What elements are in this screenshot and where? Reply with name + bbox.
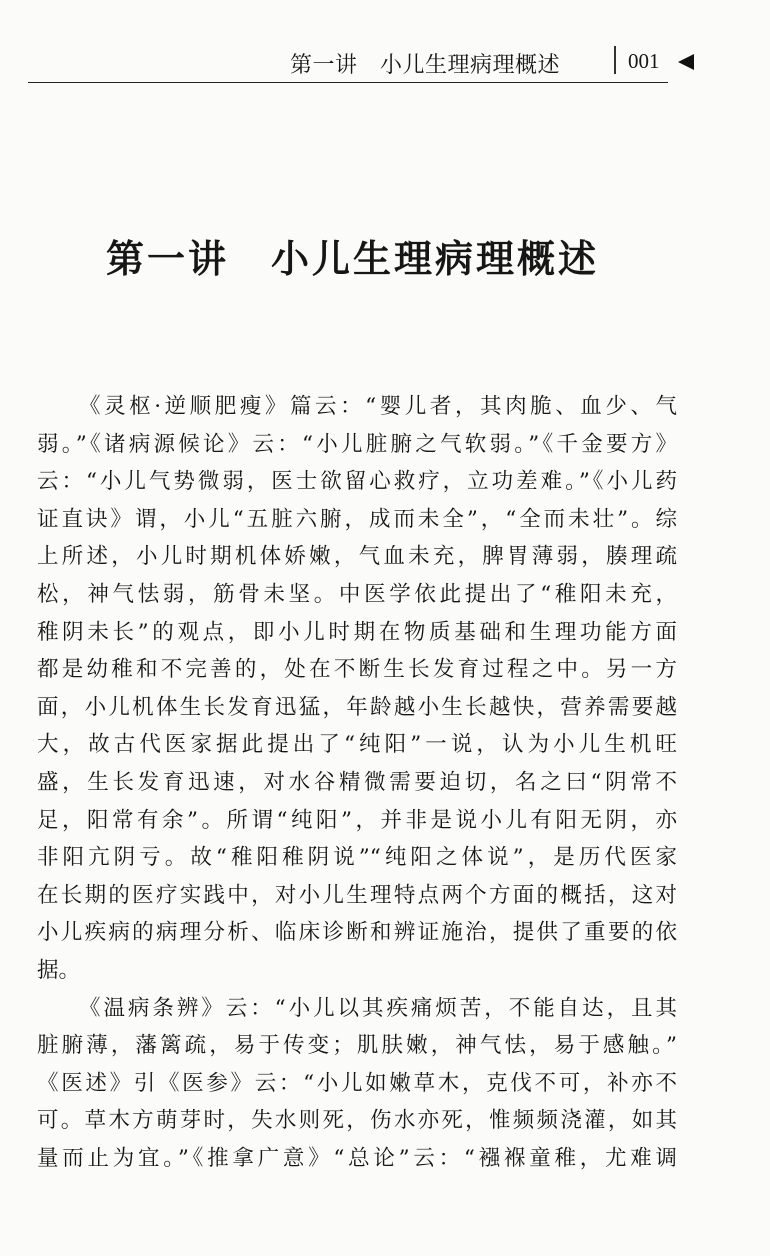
text-line: 都是幼稚和不完善的，处在不断生长发育过程之中。另一方 <box>37 657 677 683</box>
text-line: 《医述》引《医参》云：“小儿如嫩草木，克伐不可，补亦不 <box>37 1070 677 1096</box>
text-line: 弱。”《诸病源候论》云：“小儿脏腑之气软弱。”《千金要方》 <box>37 431 677 457</box>
text-line: 上所述，小儿时期机体娇嫩，气血未充，脾胃薄弱，腠理疏 <box>37 544 677 570</box>
text-line: 面，小儿机体生长发育迅猛，年龄越小生长越快，营养需要越 <box>37 694 677 720</box>
running-header <box>28 40 668 83</box>
body-text <box>37 388 677 1177</box>
paragraph-2 <box>37 990 677 1178</box>
text-line: 《灵枢·逆顺肥瘦》篇云：“婴儿者，其肉脆、血少、气 <box>79 394 677 419</box>
text-line: 大，故古代医家据此提出了“纯阳”一说，认为小儿生机旺 <box>37 732 677 758</box>
text-line: 足，阳常有余”。所谓“纯阳”，并非是说小儿有阳无阴，亦 <box>37 807 677 833</box>
text-line: 稚阴未长”的观点，即小儿时期在物质基础和生理功能方面 <box>37 619 677 645</box>
chapter-name: 小儿生理病理概述 <box>271 237 600 281</box>
text-line: 云：“小儿气势微弱，医士欲留心救疗，立功差难。”《小儿药 <box>37 469 677 495</box>
running-header-chapter: 第一讲 小儿生理病理概述 <box>290 53 561 78</box>
text-line: 据。 <box>37 957 81 983</box>
text-line: 证直诀》谓，小儿“五脏六腑，成而未全”，“全而未壮”。综 <box>37 506 677 532</box>
paragraph-1 <box>37 388 677 990</box>
text-line: 盛，生长发育迅速，对水谷精微需要迫切，名之曰“阴常不 <box>37 769 677 795</box>
text-line: 量而止为宜。”《推拿广意》“总论”云：“襁褓童稚，尤难调 <box>37 1145 677 1171</box>
text-line: 松，神气怯弱，筋骨未坚。中医学依此提出了“稚阳未充， <box>37 581 677 607</box>
chapter-title <box>106 228 599 283</box>
text-line: 在长期的医疗实践中，对小儿生理特点两个方面的概括，这对 <box>37 882 677 908</box>
text-line: 可。草木方萌芽时，失水则死，伤水亦死，惟频频浇灌，如其 <box>37 1108 677 1134</box>
page-number: 001 <box>628 49 660 73</box>
text-line: 非阳亢阴亏。故“稚阳稚阴说”“纯阳之体说”，是历代医家 <box>37 845 677 871</box>
header-divider <box>614 46 616 74</box>
text-line: 《温病条辨》云：“小儿以其疾痛烦苦，不能自达，且其 <box>79 995 677 1021</box>
chapter-number: 第一讲 <box>106 237 230 281</box>
text-line: 小儿疾病的病理分析、临床诊断和辨证施治，提供了重要的依 <box>37 920 677 946</box>
text-line: 脏腑薄，藩篱疏，易于传变；肌肤嫩，神气怯，易于感触。” <box>37 1033 677 1059</box>
page-marker-triangle-icon <box>678 54 694 70</box>
